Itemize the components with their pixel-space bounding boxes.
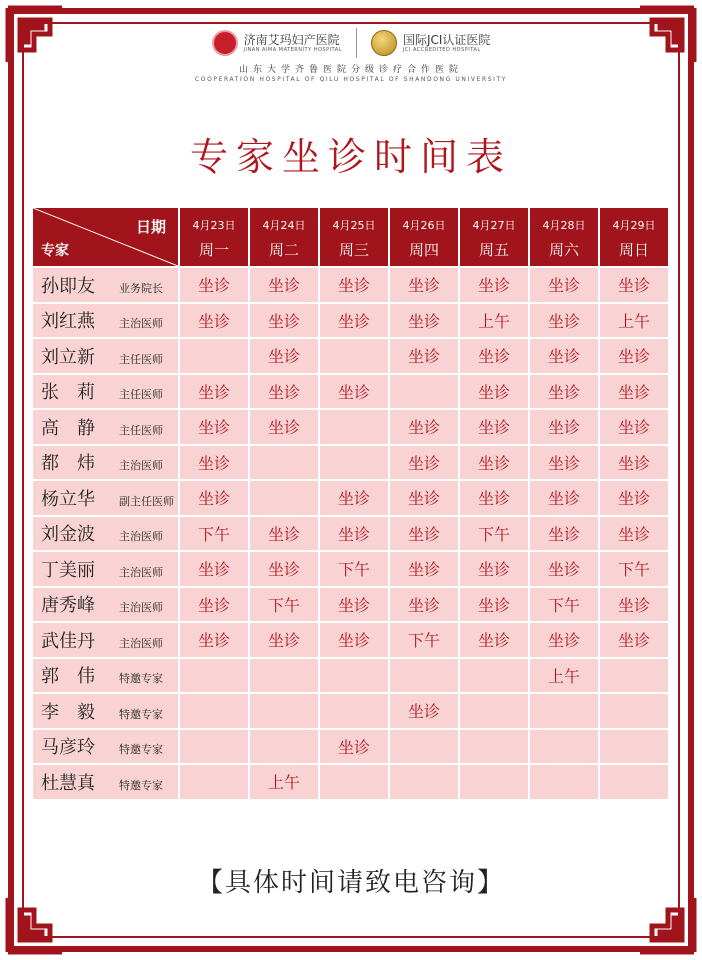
table-row	[33, 446, 668, 480]
schedule-cell: 坐诊	[600, 375, 668, 409]
schedule-cell: 坐诊	[320, 517, 388, 551]
expert-title: 主治医师	[119, 530, 163, 544]
expert-title: 特邀专家	[119, 743, 163, 757]
schedule-cell	[250, 730, 318, 764]
expert-cell	[33, 588, 178, 622]
table-row	[33, 375, 668, 409]
schedule-cell: 坐诊	[250, 517, 318, 551]
jci-logo	[371, 30, 490, 56]
table-row	[33, 304, 668, 338]
expert-title: 主治医师	[119, 317, 163, 331]
day-header	[390, 208, 458, 266]
expert-name: 唐秀峰	[41, 595, 95, 617]
table-row	[33, 410, 668, 444]
hospital-name-cn: 济南艾玛妇产医院	[243, 33, 340, 47]
expert-name: 丁美丽	[41, 559, 95, 581]
schedule-cell	[320, 765, 388, 799]
schedule-cell: 坐诊	[320, 375, 388, 409]
page-title: 专家坐诊时间表	[189, 135, 512, 179]
expert-cell	[33, 410, 178, 444]
schedule-cell: 下午	[250, 588, 318, 622]
schedule-cell: 坐诊	[390, 268, 458, 302]
table-header-row	[33, 208, 668, 266]
day-date: 4月28日	[542, 218, 586, 232]
schedule-cell: 坐诊	[530, 268, 598, 302]
schedule-cell: 坐诊	[390, 339, 458, 373]
day-weekday: 周三	[338, 240, 369, 259]
schedule-cell: 坐诊	[390, 446, 458, 480]
day-header	[320, 208, 388, 266]
table-corner-header	[33, 208, 178, 266]
schedule-cell: 坐诊	[390, 517, 458, 551]
table-row	[33, 694, 668, 728]
day-weekday: 周四	[408, 240, 439, 259]
schedule-cell: 坐诊	[460, 339, 528, 373]
schedule-cell: 坐诊	[250, 268, 318, 302]
schedule-cell	[250, 446, 318, 480]
day-weekday: 周日	[618, 240, 649, 259]
expert-name: 刘立新	[41, 346, 95, 368]
schedule-cell: 坐诊	[460, 446, 528, 480]
expert-cell	[33, 517, 178, 551]
schedule-cell: 上午	[250, 765, 318, 799]
expert-title: 业务院长	[119, 281, 163, 295]
schedule-cell	[460, 765, 528, 799]
schedule-cell: 下午	[530, 588, 598, 622]
schedule-cell: 坐诊	[460, 375, 528, 409]
corner-ornament	[632, 890, 702, 960]
expert-cell	[33, 552, 178, 586]
schedule-cell	[180, 339, 248, 373]
day-header	[180, 208, 248, 266]
schedule-cell: 坐诊	[460, 268, 528, 302]
table-row	[33, 588, 668, 622]
schedule-cell	[320, 339, 388, 373]
expert-title: 主治医师	[119, 636, 163, 650]
schedule-cell: 坐诊	[320, 623, 388, 657]
expert-title: 特邀专家	[119, 707, 163, 721]
schedule-cell: 坐诊	[600, 481, 668, 515]
schedule-cell: 上午	[600, 304, 668, 338]
day-header	[460, 208, 528, 266]
expert-name: 都 炜	[41, 453, 95, 475]
schedule-cell: 坐诊	[530, 446, 598, 480]
schedule-cell: 下午	[390, 623, 458, 657]
schedule-cell: 坐诊	[250, 304, 318, 338]
schedule-table	[31, 206, 670, 801]
schedule-cell	[390, 375, 458, 409]
schedule-cell: 坐诊	[530, 339, 598, 373]
schedule-cell	[180, 765, 248, 799]
schedule-cell: 坐诊	[250, 552, 318, 586]
schedule-cell: 坐诊	[530, 623, 598, 657]
schedule-cell: 坐诊	[250, 339, 318, 373]
schedule-cell: 坐诊	[530, 375, 598, 409]
schedule-cell	[600, 765, 668, 799]
schedule-cell: 坐诊	[530, 481, 598, 515]
table-row	[33, 765, 668, 799]
header-expert-label: 专家	[41, 243, 69, 259]
schedule-cell	[320, 659, 388, 693]
expert-cell	[33, 730, 178, 764]
schedule-cell: 坐诊	[180, 588, 248, 622]
schedule-cell: 坐诊	[180, 552, 248, 586]
expert-cell	[33, 339, 178, 373]
schedule-cell: 坐诊	[600, 517, 668, 551]
schedule-cell: 坐诊	[530, 304, 598, 338]
schedule-cell: 坐诊	[180, 446, 248, 480]
schedule-cell	[530, 694, 598, 728]
schedule-cell: 坐诊	[390, 304, 458, 338]
table-row	[33, 339, 668, 373]
hospital-header	[0, 28, 702, 83]
table-row	[33, 552, 668, 586]
schedule-cell	[460, 694, 528, 728]
schedule-cell: 坐诊	[390, 410, 458, 444]
schedule-cell	[460, 730, 528, 764]
schedule-cell	[390, 765, 458, 799]
schedule-cell: 下午	[180, 517, 248, 551]
schedule-cell	[600, 694, 668, 728]
schedule-cell	[390, 730, 458, 764]
cooperation-en: COOPERATION HOSPITAL OF QILU HOSPITAL OF SHANDONG UNIVERSITY	[194, 76, 508, 83]
schedule-cell: 坐诊	[180, 304, 248, 338]
day-date: 4月26日	[402, 218, 446, 232]
schedule-cell	[250, 694, 318, 728]
expert-cell	[33, 268, 178, 302]
expert-cell	[33, 375, 178, 409]
schedule-cell: 坐诊	[600, 268, 668, 302]
expert-title: 主任医师	[119, 423, 163, 437]
schedule-cell: 坐诊	[180, 623, 248, 657]
cooperation-cn: 山东大学齐鲁医院分级诊疗合作医院	[238, 65, 463, 75]
schedule-cell	[250, 481, 318, 515]
expert-cell	[33, 304, 178, 338]
schedule-cell: 坐诊	[460, 481, 528, 515]
expert-name: 武佳丹	[41, 630, 95, 652]
schedule-cell	[390, 659, 458, 693]
expert-title: 主任医师	[119, 352, 163, 366]
schedule-cell	[530, 730, 598, 764]
schedule-cell	[320, 410, 388, 444]
expert-name: 张 莉	[41, 382, 95, 404]
schedule-cell: 坐诊	[460, 588, 528, 622]
schedule-cell: 坐诊	[530, 517, 598, 551]
schedule-cell: 坐诊	[530, 410, 598, 444]
day-header	[250, 208, 318, 266]
schedule-cell: 坐诊	[250, 623, 318, 657]
hospital-emblem-icon	[212, 30, 238, 56]
schedule-cell: 坐诊	[600, 623, 668, 657]
expert-cell	[33, 694, 178, 728]
expert-cell	[33, 481, 178, 515]
schedule-cell: 坐诊	[180, 410, 248, 444]
schedule-cell	[600, 659, 668, 693]
table-row	[33, 517, 668, 551]
schedule-cell: 坐诊	[390, 481, 458, 515]
expert-cell	[33, 623, 178, 657]
schedule-cell: 坐诊	[180, 375, 248, 409]
schedule-cell: 坐诊	[320, 481, 388, 515]
schedule-cell: 坐诊	[530, 552, 598, 586]
table-row	[33, 730, 668, 764]
schedule-cell: 坐诊	[460, 410, 528, 444]
jci-name-cn: 国际JCI认证医院	[402, 33, 491, 47]
schedule-cell	[460, 659, 528, 693]
schedule-cell	[530, 765, 598, 799]
expert-name: 刘红燕	[41, 311, 95, 333]
expert-name: 李 毅	[41, 701, 95, 723]
schedule-cell: 坐诊	[600, 588, 668, 622]
schedule-cell	[180, 694, 248, 728]
schedule-cell	[180, 730, 248, 764]
day-weekday: 周六	[548, 240, 579, 259]
schedule-cell	[250, 659, 318, 693]
corner-ornament	[0, 890, 70, 960]
schedule-cell: 坐诊	[320, 304, 388, 338]
schedule-cell: 坐诊	[320, 588, 388, 622]
schedule-cell: 上午	[460, 304, 528, 338]
day-weekday: 周五	[478, 240, 509, 259]
day-date: 4月27日	[472, 218, 516, 232]
schedule-cell: 坐诊	[460, 623, 528, 657]
schedule-cell: 坐诊	[390, 588, 458, 622]
table-row	[33, 481, 668, 515]
expert-cell	[33, 765, 178, 799]
schedule-cell: 坐诊	[250, 410, 318, 444]
expert-name: 刘金波	[41, 524, 95, 546]
expert-cell	[33, 446, 178, 480]
expert-name: 郭 伟	[41, 666, 95, 688]
header-date-label: 日期	[135, 218, 166, 236]
table-row	[33, 268, 668, 302]
logo-divider	[356, 28, 357, 58]
expert-name: 高 静	[41, 417, 95, 439]
schedule-cell: 坐诊	[320, 268, 388, 302]
day-weekday: 周二	[268, 240, 299, 259]
schedule-cell: 坐诊	[180, 481, 248, 515]
schedule-cell	[600, 730, 668, 764]
footer-note: 【具体时间请致电咨询】	[196, 868, 505, 898]
expert-title: 主治医师	[119, 565, 163, 579]
expert-title: 主任医师	[119, 388, 163, 402]
day-date: 4月29日	[612, 218, 656, 232]
expert-title: 特邀专家	[119, 672, 163, 686]
schedule-cell	[180, 659, 248, 693]
schedule-cell: 坐诊	[600, 410, 668, 444]
expert-name: 马彦玲	[41, 737, 95, 759]
table-row	[33, 659, 668, 693]
schedule-cell: 下午	[460, 517, 528, 551]
schedule-cell: 下午	[600, 552, 668, 586]
schedule-cell: 坐诊	[390, 694, 458, 728]
table-body	[33, 268, 668, 799]
schedule-cell: 坐诊	[250, 375, 318, 409]
expert-title: 主治医师	[119, 601, 163, 615]
schedule-cell: 坐诊	[600, 446, 668, 480]
schedule-cell: 下午	[320, 552, 388, 586]
schedule-cell	[320, 694, 388, 728]
day-weekday: 周一	[198, 240, 229, 259]
schedule-cell: 坐诊	[180, 268, 248, 302]
schedule-cell: 坐诊	[600, 339, 668, 373]
jci-name-en: JCI ACCREDITED HOSPITAL	[402, 47, 481, 53]
day-date: 4月25日	[332, 218, 376, 232]
hospital-logo	[212, 30, 342, 56]
hospital-name-en: JINAN AIMA MATERNITY HOSPITAL	[243, 47, 342, 53]
day-header	[530, 208, 598, 266]
schedule-cell: 坐诊	[460, 552, 528, 586]
jci-seal-icon	[371, 30, 397, 56]
schedule-cell: 上午	[530, 659, 598, 693]
expert-title: 特邀专家	[119, 778, 163, 792]
expert-name: 孙即友	[41, 275, 95, 297]
day-header	[600, 208, 668, 266]
expert-title: 副主任医师	[119, 494, 174, 508]
expert-title: 主治医师	[119, 459, 163, 473]
schedule-cell: 坐诊	[320, 730, 388, 764]
expert-cell	[33, 659, 178, 693]
schedule-cell	[320, 446, 388, 480]
day-date: 4月23日	[192, 218, 236, 232]
schedule-cell: 坐诊	[390, 552, 458, 586]
expert-name: 杜慧真	[41, 772, 95, 794]
day-date: 4月24日	[262, 218, 306, 232]
expert-name: 杨立华	[41, 488, 95, 510]
table-row	[33, 623, 668, 657]
